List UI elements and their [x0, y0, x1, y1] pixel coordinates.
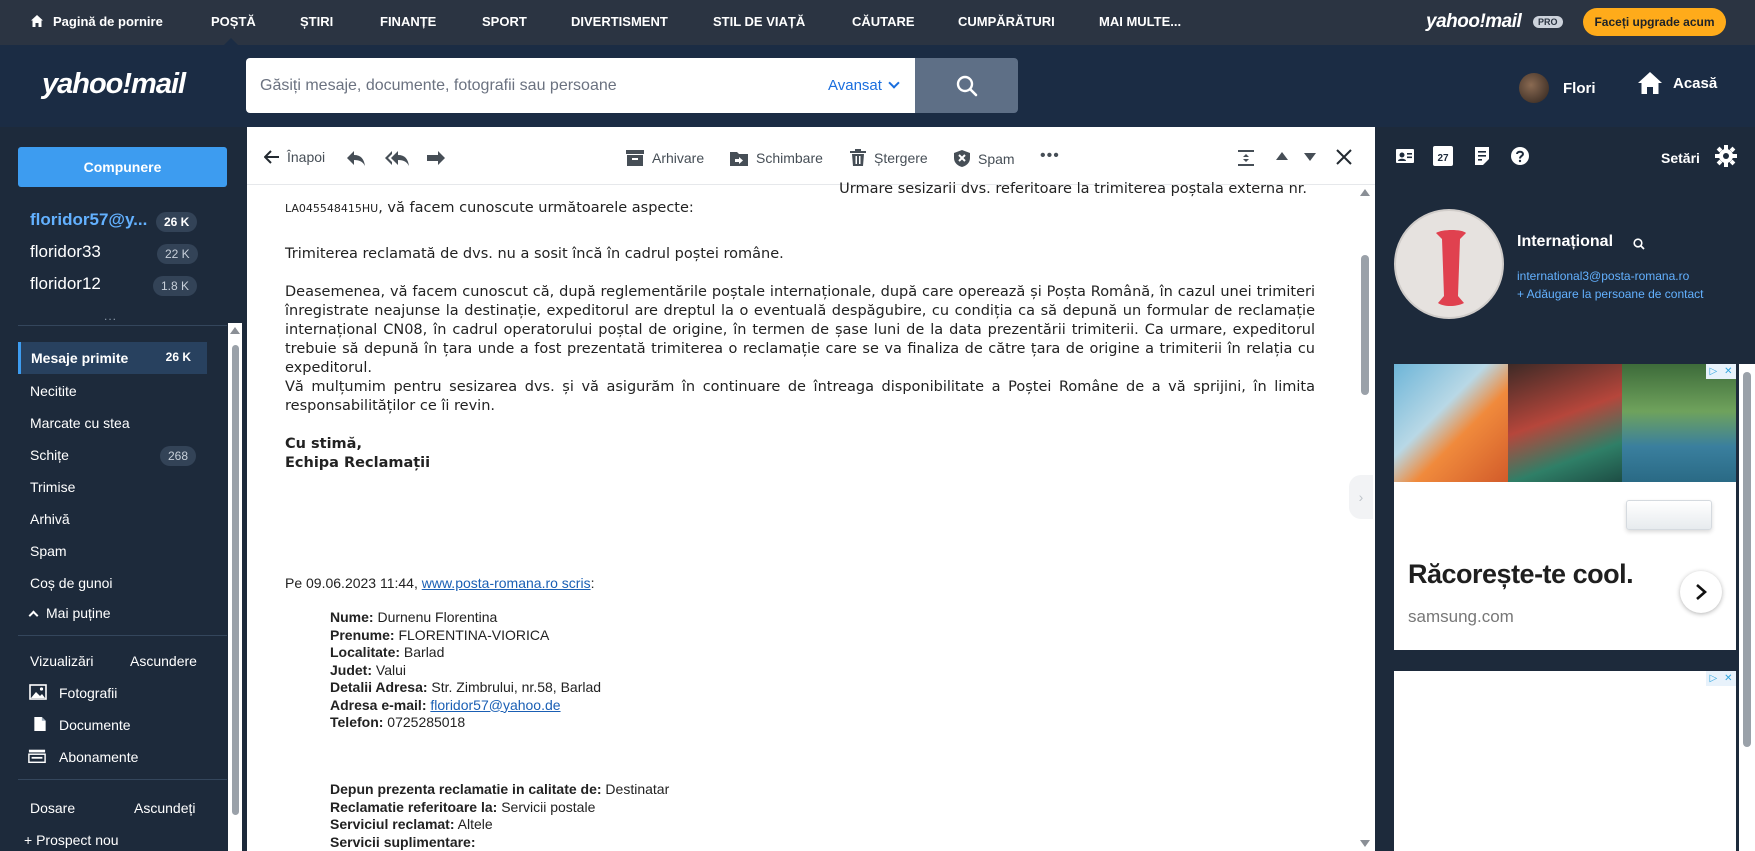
divider — [18, 779, 227, 780]
field-label: Nume: — [330, 609, 374, 625]
home-icon — [1637, 71, 1663, 95]
search-icon[interactable] — [1633, 238, 1645, 250]
view-documents[interactable]: Documente — [59, 717, 131, 733]
expand-right-pane-button[interactable] — [1349, 475, 1373, 519]
contact-email[interactable]: international3@posta-romana.ro — [1517, 269, 1690, 283]
calendar-icon[interactable] — [1433, 146, 1453, 166]
notepad-icon[interactable] — [1472, 146, 1492, 166]
home-label: Acasă — [1673, 74, 1718, 92]
shield-icon — [953, 149, 971, 168]
field-value: Servicii postale — [497, 798, 596, 815]
scroll-up-icon[interactable] — [230, 327, 240, 334]
chevron-right-icon: › — [1358, 489, 1364, 505]
spam-label: Spam — [978, 150, 1015, 167]
compose-button[interactable]: Compunere — [18, 147, 227, 187]
field-row — [330, 627, 601, 645]
account-item-2[interactable]: floridor33 — [30, 242, 101, 261]
nav-news[interactable]: ȘTIRI — [300, 14, 334, 29]
nav-shopping[interactable]: CUMPĂRĂTURI — [958, 14, 1055, 29]
field-label: Depun prezenta reclamatie in calitate de: — [330, 781, 602, 797]
message-paragraph-3: Vă mulțumim pentru sesizarea dvs. și vă asigurăm în continuare de întreaga disponibilitate a Poștei Române de a vă sprijini, în limita responsabilităților ce îi revin. — [285, 379, 1315, 414]
user-name: Flori — [1563, 79, 1596, 97]
reply-all-icon[interactable] — [384, 149, 410, 167]
field-row — [330, 644, 601, 662]
arrow-left-icon — [264, 150, 280, 164]
scroll-down-icon[interactable] — [1360, 840, 1370, 847]
field-row — [330, 816, 669, 834]
ad-banner-2[interactable] — [1394, 671, 1736, 851]
field-row — [330, 662, 601, 680]
delete-button[interactable] — [849, 149, 928, 167]
archive-icon — [625, 149, 645, 167]
close-ad-icon: ✕ — [1724, 673, 1733, 684]
divider — [18, 635, 227, 636]
field-value: Altele — [454, 816, 493, 832]
nav-search[interactable]: CĂUTARE — [852, 14, 915, 29]
sidebar-scroll-thumb[interactable] — [232, 345, 239, 815]
account-item-3[interactable]: floridor12 — [30, 274, 101, 293]
account-count-2: 22 K — [157, 244, 198, 264]
move-folder-icon — [729, 149, 749, 167]
show-less-label: Mai puține — [46, 605, 111, 621]
quoted-form-details — [330, 609, 601, 732]
archive-label: Arhivare — [652, 150, 705, 166]
search-input[interactable] — [260, 72, 820, 100]
adchoices-icon: ▷ — [1709, 673, 1718, 684]
home-link[interactable] — [1637, 71, 1717, 95]
message-line-2 — [285, 199, 1315, 218]
collapse-view-icon[interactable] — [1237, 149, 1255, 167]
ad-image-strip — [1394, 364, 1736, 482]
next-message-icon[interactable] — [1304, 153, 1316, 161]
field-label: Adresa e-mail: — [330, 696, 427, 713]
view-photos[interactable]: Fotografii — [59, 685, 118, 701]
ad-banner[interactable] — [1394, 364, 1736, 650]
field-value: Valui — [372, 661, 406, 678]
document-icon — [31, 716, 49, 732]
avatar — [1519, 73, 1549, 103]
message-body — [285, 181, 1315, 851]
ad-image-pool — [1622, 364, 1736, 482]
folder-trash[interactable]: Coș de gunoi — [30, 575, 113, 591]
folder-inbox-count: 26 K — [165, 350, 191, 364]
settings-label[interactable]: Setări — [1661, 150, 1700, 166]
field-value: 0725285018 — [383, 714, 466, 730]
message-pane — [247, 127, 1375, 851]
upgrade-button[interactable]: Faceți upgrade acum — [1583, 8, 1726, 36]
yahoo-mail-logo[interactable]: yahoo!mail — [42, 68, 186, 100]
field-row — [330, 679, 601, 697]
show-less-toggle[interactable] — [30, 605, 111, 621]
sidebar-scrollbar[interactable] — [228, 323, 242, 851]
move-button[interactable] — [729, 149, 823, 167]
chevron-down-icon — [888, 77, 899, 88]
top-navigation — [0, 0, 1755, 45]
folder-inbox[interactable] — [18, 342, 207, 374]
field-row — [330, 697, 601, 715]
move-label: Schimbare — [756, 150, 823, 166]
ad-site: samsung.com — [1408, 607, 1514, 626]
email-link[interactable]: floridor57@yahoo.de — [430, 696, 561, 713]
nav-lifestyle[interactable]: STIL DE VIAȚĂ — [713, 14, 806, 29]
divider — [18, 325, 227, 326]
adchoices-icon: ▷ — [1709, 366, 1718, 377]
delete-label: Ștergere — [874, 150, 928, 166]
right-pane — [1377, 127, 1755, 851]
field-value: FLORENTINA-VIORICA — [394, 626, 550, 643]
ad-choices-badge[interactable] — [1706, 364, 1736, 379]
spam-button[interactable] — [953, 149, 1015, 168]
back-button[interactable] — [264, 149, 325, 165]
nav-mail[interactable]: POȘTĂ — [211, 14, 256, 29]
photos-icon — [29, 684, 47, 700]
field-label: Serviciul reclamat: — [330, 816, 455, 832]
field-label: Telefon: — [330, 714, 384, 730]
ad-choices-badge[interactable] — [1706, 671, 1736, 686]
contact-logo-icon — [1396, 211, 1504, 319]
folders-label: Dosare — [30, 800, 76, 816]
field-row — [330, 609, 601, 627]
gear-icon[interactable] — [1715, 145, 1737, 167]
quote-header — [285, 575, 594, 593]
field-value: Destinatar — [601, 781, 670, 797]
folder-sent[interactable]: Trimise — [30, 479, 76, 495]
search-button[interactable] — [915, 58, 1018, 113]
field-label: Localitate: — [330, 644, 401, 660]
folder-drafts-count: 268 — [160, 446, 196, 466]
scroll-up-icon[interactable] — [1360, 189, 1370, 196]
ref-code: LA045548415HU — [285, 202, 379, 215]
trash-icon — [849, 149, 867, 167]
calendar-day: 27 — [1437, 153, 1449, 164]
ad-image-sofa — [1508, 364, 1622, 482]
contact-avatar — [1394, 209, 1504, 319]
archive-button[interactable] — [625, 149, 704, 167]
quote-colon: : — [590, 575, 595, 591]
nav-more[interactable]: MAI MULTE... — [1099, 14, 1182, 29]
field-label: Servicii suplimentare: — [330, 833, 476, 850]
advanced-label: Avansat — [828, 77, 882, 94]
subscriptions-icon — [28, 748, 46, 764]
nav-home[interactable]: Pagină de pornire — [53, 14, 163, 29]
account-count-3: 1.8 K — [153, 276, 197, 296]
message-line-1: Urmare sesizarii dvs. referitoare la trimiterea poștala externa nr. — [839, 181, 1307, 197]
field-row — [330, 781, 669, 799]
ad-next-button[interactable] — [1680, 571, 1722, 613]
quote-sender-link[interactable]: www.posta-romana.ro scris — [421, 575, 591, 591]
contacts-icon[interactable] — [1395, 146, 1415, 166]
message-scroll-thumb[interactable] — [1361, 255, 1369, 395]
folder-inbox-label: Mesaje primite — [31, 350, 129, 366]
active-nav-indicator — [224, 38, 238, 45]
field-label: Judet: — [330, 661, 372, 678]
mail-header — [0, 45, 1755, 127]
folder-starred[interactable]: Marcate cu stea — [30, 415, 130, 431]
add-to-contacts-link[interactable]: + Adăugare la persoane de contact — [1517, 287, 1704, 301]
back-label: Înapoi — [287, 149, 326, 165]
new-folder-button[interactable]: + Prospect nou — [24, 832, 119, 848]
search-box — [246, 58, 915, 113]
field-label: Reclamatie referitoare la: — [330, 798, 498, 815]
message-paragraph-1: Trimiterea reclamată de dvs. nu a sosit încă în cadrul poștei române. — [285, 246, 784, 262]
contact-name: Internațional — [1517, 233, 1614, 250]
right-scroll-thumb[interactable] — [1743, 372, 1751, 747]
folder-drafts[interactable]: Schițe — [30, 447, 69, 463]
folder-archive[interactable]: Arhivă — [30, 511, 70, 527]
chevron-right-icon — [1694, 583, 1708, 601]
chevron-up-icon — [29, 610, 39, 620]
forward-icon[interactable] — [425, 149, 447, 167]
quote-date: Pe 09.06.2023 11:44, — [285, 575, 422, 591]
advanced-search-toggle[interactable] — [828, 77, 898, 94]
field-value: Str. Zimbrului, nr.58, Barlad — [427, 679, 602, 695]
ad-title: Răcorește-te cool. — [1408, 559, 1634, 589]
views-hide-toggle[interactable]: Ascundere — [130, 653, 197, 669]
nav-sport[interactable]: SPORT — [482, 14, 527, 29]
search-icon — [956, 75, 978, 97]
right-pane-scrollbar[interactable] — [1739, 364, 1755, 851]
ref-rest: , vă facem cunoscute următoarele aspecte: — [378, 200, 694, 216]
close-ad-icon: ✕ — [1724, 366, 1733, 377]
nav-entertainment[interactable]: DIVERTISMENT — [571, 14, 668, 29]
field-row — [330, 799, 669, 817]
nav-finance[interactable]: FINANȚE — [380, 14, 437, 29]
account-item-1[interactable]: floridor57@y... — [30, 210, 148, 229]
field-value: Barlad — [400, 644, 445, 660]
message-toolbar — [247, 127, 1375, 185]
user-menu[interactable] — [1519, 73, 1596, 103]
home-icon — [30, 14, 44, 28]
pro-badge: PRO — [1533, 16, 1563, 28]
view-subscriptions[interactable]: Abonamente — [59, 749, 139, 765]
left-sidebar — [0, 127, 245, 851]
folders-hide-toggle[interactable]: Ascundeți — [134, 800, 196, 816]
folder-spam[interactable]: Spam — [30, 543, 67, 559]
field-value: Durnenu Florentina — [373, 609, 498, 625]
previous-message-icon[interactable] — [1276, 152, 1288, 160]
signature-greeting: Cu stimă, — [285, 436, 362, 452]
account-count-1: 26 K — [156, 212, 197, 232]
views-label: Vizualizări — [30, 653, 94, 669]
field-label: Prenume: — [330, 626, 395, 643]
more-accounts-toggle[interactable]: ... — [104, 309, 118, 323]
brand-logo-small: yahoo!mail — [1426, 11, 1522, 32]
quoted-complaint-details — [330, 781, 669, 851]
folder-unread[interactable]: Necitite — [30, 383, 77, 399]
ad-image-hammock — [1394, 364, 1508, 482]
air-conditioner-image — [1626, 500, 1712, 530]
field-row — [330, 714, 601, 732]
close-icon[interactable] — [1336, 149, 1352, 165]
field-row — [330, 834, 669, 851]
message-paragraph-2: Deasemenea, vă facem cunoscut că, după reglementările poștale internaționale, după care operează și Poșta Română, în cazul unei trimiteri înregistrate neajunse la destinație, expeditorul are dreptul la o eventuală despăgubire, cu condiția ca să depună un formular de reclamație internațional CN08, în cadrul operatorului poștal de origine, în termen de șase luni de la data prezentării trimiterii. Ca urmare, expeditorul trebuie să depună în țara unde a fost prezentată trimiterea o reclamație care se va finaliza de către țara de origine a trimiterii în relația cu expeditorul. — [285, 284, 1315, 376]
reply-icon[interactable] — [345, 149, 367, 167]
more-actions-button[interactable]: ••• — [1040, 147, 1060, 164]
signature-team: Echipa Reclamații — [285, 455, 431, 471]
field-label: Detalii Adresa: — [330, 679, 428, 695]
help-icon[interactable] — [1510, 146, 1530, 166]
